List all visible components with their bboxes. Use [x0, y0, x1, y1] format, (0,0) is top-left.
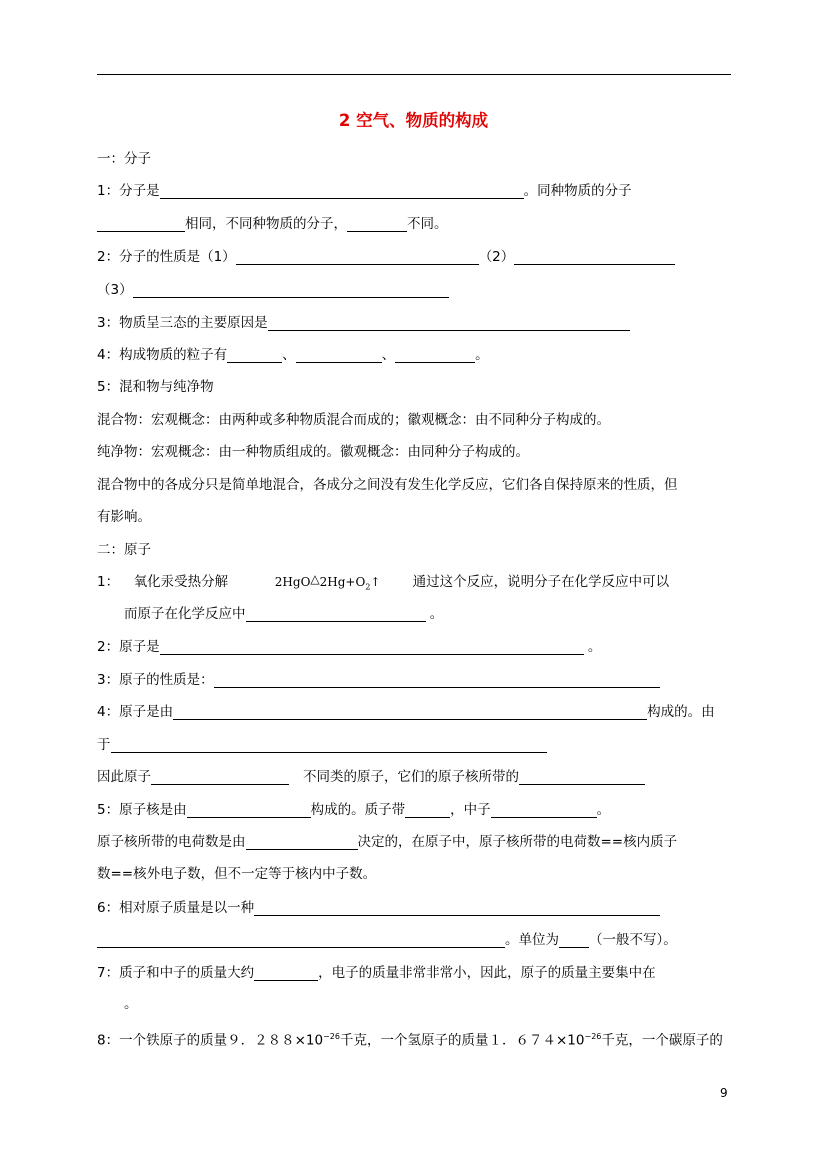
question-5: 5：混和物与纯净物 — [97, 379, 214, 395]
blank[interactable] — [559, 932, 589, 948]
blank[interactable] — [173, 704, 647, 720]
exponent: −26 — [323, 1032, 340, 1041]
q1-text-c: 相同，不同种物质的分子， — [185, 216, 347, 232]
eq-left: 2HgO — [274, 575, 311, 589]
up-arrow-icon: ↑ — [370, 575, 381, 589]
period: 。 — [587, 639, 602, 655]
atom-question-6-line-1 — [97, 898, 660, 918]
q1-text-d: 不同。 — [407, 216, 448, 232]
period: 。 — [596, 802, 611, 818]
eq-condition — [310, 572, 319, 592]
a5-text-d: 原子核所带的电荷数是由 — [97, 834, 246, 850]
mixture-definition: 混合物：宏观概念：由两种或多种物质混合而成的；徽观概念：由不同种分子构成的。 — [97, 412, 610, 428]
question-1-line-2 — [97, 214, 448, 234]
page-number: 9 — [720, 1086, 728, 1100]
period: 。 — [429, 606, 444, 622]
blank[interactable] — [491, 802, 597, 818]
a7-text-b: ，电子的质量非常非常小，因此，原子的质量主要集中在 — [318, 965, 656, 981]
a5-text-c: ，中子 — [450, 802, 491, 818]
blank[interactable] — [246, 834, 358, 850]
a5-text-b: 构成的。质子带 — [310, 802, 406, 818]
section-molecule: 一：分子 — [97, 151, 151, 167]
a6-text-c: （一般不写）。 — [589, 932, 677, 948]
atom-question-6-line-2 — [97, 930, 677, 950]
eq-right: 2Hg+O — [319, 575, 366, 589]
q2-text-b: （2） — [478, 249, 515, 265]
a5-text-e: 决定的，在原子中，原子核所带的电荷数==核内质子 — [357, 834, 678, 850]
exponent: −26 — [584, 1032, 602, 1041]
a4-text-a: 4：原子是由 — [97, 704, 174, 720]
question-3 — [97, 313, 630, 333]
heat-symbol: △ — [310, 572, 320, 586]
atom-question-8 — [97, 1027, 723, 1051]
blank[interactable] — [514, 249, 675, 265]
question-1-line-1 — [97, 181, 632, 201]
a4-text-d: 因此原子 — [97, 769, 151, 785]
eq-subscript: 2 — [365, 582, 371, 592]
q2-text-a: 2：分子的性质是（1） — [97, 249, 236, 265]
a4-text-b: 构成的。由 — [647, 704, 715, 720]
a4-text-e: 不同类的原子，它们的原子核所带的 — [303, 769, 519, 785]
a3-text: 3：原子的性质是： — [97, 672, 214, 688]
blank[interactable] — [246, 606, 426, 622]
a1-text-c: 而原子在化学反应中 — [124, 606, 246, 622]
q3-text: 3：物质呈三态的主要原因是 — [97, 315, 268, 331]
atom-question-5-line-3: 数==核外电子数，但不一定等于核内中子数。 — [97, 866, 377, 882]
atom-question-7-line-1 — [97, 963, 656, 983]
blank[interactable] — [347, 216, 407, 232]
a8-text-c: 千克，一个碳原子的 — [601, 1032, 723, 1049]
mixture-note-line-1: 混合物中的各成分只是简单地混合，各成分之间没有发生化学反应，它们各自保持原来的性质，但 — [97, 477, 678, 493]
pure-substance-definition: 纯净物：宏观概念：由一种物质组成的。徽观概念：由同种分子构成的。 — [97, 444, 529, 460]
blank[interactable] — [160, 183, 524, 199]
question-4 — [97, 345, 489, 365]
blank[interactable] — [405, 802, 450, 818]
section-atom: 二：原子 — [97, 542, 151, 558]
mixture-note-line-2: 有影响。 — [97, 509, 151, 525]
atom-question-5-line-1 — [97, 800, 610, 820]
separator: 、 — [282, 347, 296, 363]
blank[interactable] — [111, 737, 547, 753]
a8-text-b: 千克，一个氢原子的质量１．６７４×10 — [339, 1032, 585, 1049]
a1-num: 1： — [97, 574, 120, 590]
a1-text-a: 氧化汞受热分解 — [133, 574, 229, 590]
blank[interactable] — [160, 639, 584, 655]
blank[interactable] — [214, 672, 660, 688]
blank[interactable] — [227, 347, 282, 363]
blank[interactable] — [268, 315, 630, 331]
atom-question-2 — [97, 637, 601, 657]
blank[interactable] — [296, 347, 382, 363]
atom-question-1-line-2 — [124, 604, 443, 624]
blank[interactable] — [519, 769, 645, 785]
header-rule — [97, 74, 731, 75]
q4-text: 4：构成物质的粒子有 — [97, 347, 228, 363]
page-title: 2 空气、物质的构成 — [338, 111, 489, 130]
a5-text-a: 5：原子核是由 — [97, 802, 187, 818]
a6-text-a: 6：相对原子质量是以一种 — [97, 900, 255, 916]
atom-question-5-line-2 — [97, 832, 677, 852]
atom-question-3 — [97, 670, 660, 690]
atom-question-4-line-1 — [97, 702, 715, 722]
atom-question-7-line-2: 。 — [124, 996, 138, 1012]
q1-text-b: 。同种物质的分子 — [523, 183, 632, 199]
blank[interactable] — [97, 216, 185, 232]
q1-text-a: 1：分子是 — [97, 183, 160, 199]
a2-text: 2：原子是 — [97, 639, 160, 655]
blank[interactable] — [236, 249, 479, 265]
blank[interactable] — [133, 282, 449, 298]
q2-text-c: （3） — [97, 282, 133, 298]
chemical-equation — [274, 572, 385, 592]
question-2-line-1 — [97, 247, 675, 267]
a8-text-a: 8：一个铁原子的质量９．２８８×10 — [97, 1032, 324, 1049]
blank[interactable] — [395, 347, 475, 363]
atom-question-1-line-1 — [97, 572, 669, 597]
blank[interactable] — [97, 932, 505, 948]
atom-question-4-line-3 — [97, 767, 645, 787]
a4-text-c: 于 — [97, 737, 111, 753]
question-2-line-2 — [97, 280, 449, 300]
a1-text-b: 通过这个反应，说明分子在化学反应中可以 — [412, 574, 670, 590]
blank[interactable] — [151, 769, 289, 785]
period: 。 — [475, 347, 489, 363]
blank[interactable] — [254, 965, 318, 981]
a6-text-b: 。单位为 — [505, 932, 559, 948]
blank[interactable] — [254, 900, 660, 916]
separator: 、 — [381, 347, 396, 363]
blank[interactable] — [187, 802, 311, 818]
a7-text-a: 7：质子和中子的质量大约 — [97, 965, 255, 981]
atom-question-4-line-2 — [97, 735, 547, 755]
